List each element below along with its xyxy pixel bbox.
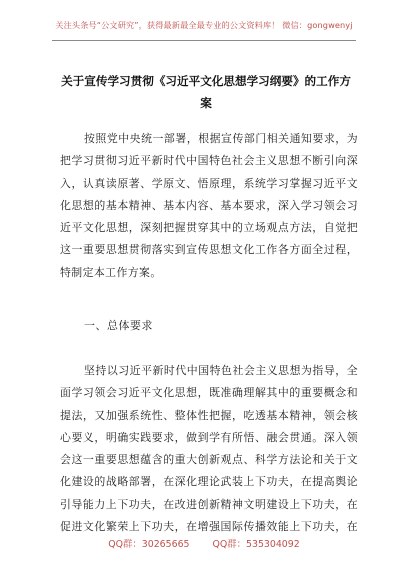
intro-paragraph: 按照党中央统一部署，根据宣传部门相关通知要求，为把学习贯彻习近平新时代中国特色社会主义思想不断引向深入，认真读原著、学原文、悟原理，系统学习掌握习近平文化思想的基本精神、基本内容、基本要求，深入学习领会习近平文化思想，深刻把握贯穿其中的立场观点方法，自觉把这一重要思想贯彻落实到宣传思想文化工作各方面全过程，特制定本工作方案。	[60, 132, 358, 279]
footer-contact	[0, 536, 408, 550]
header-promo-line: 关注头条号“公文研究”，获得最新最全最专业的公文资料库！ 微信：gongwenyj	[55, 20, 353, 30]
footer-qq-group-1: QQ群：30265665	[108, 539, 190, 550]
header-divider	[52, 40, 356, 41]
body-paragraph: 坚持以习近平新时代中国特色社会主义思想为指导，全面学习领会习近平文化思想，既准确理解其中的重要概念和提法，又加强系统性、整体性把握，吃透基本精神，领会核心要义，明确实践要求，做到学有所悟、融会贯通。深入领会这一重要思想蕴含的重大创新观点、科学方法论和关于文化建设的战略部署，在深化理论武装上下功夫，在提高舆论引导能力上下功夫，在改进创新精神文明建设上下功夫，在促进文化繁荣上下功夫，在增强国际传播效能上下功夫，在	[60, 364, 358, 534]
footer-qq-group-2: QQ群：535304092	[212, 539, 300, 550]
section-heading: 一、总体要求	[84, 319, 153, 332]
document-title: 关于宣传学习贯彻《习近平文化思想学习纲要》的工作方案	[61, 74, 351, 110]
